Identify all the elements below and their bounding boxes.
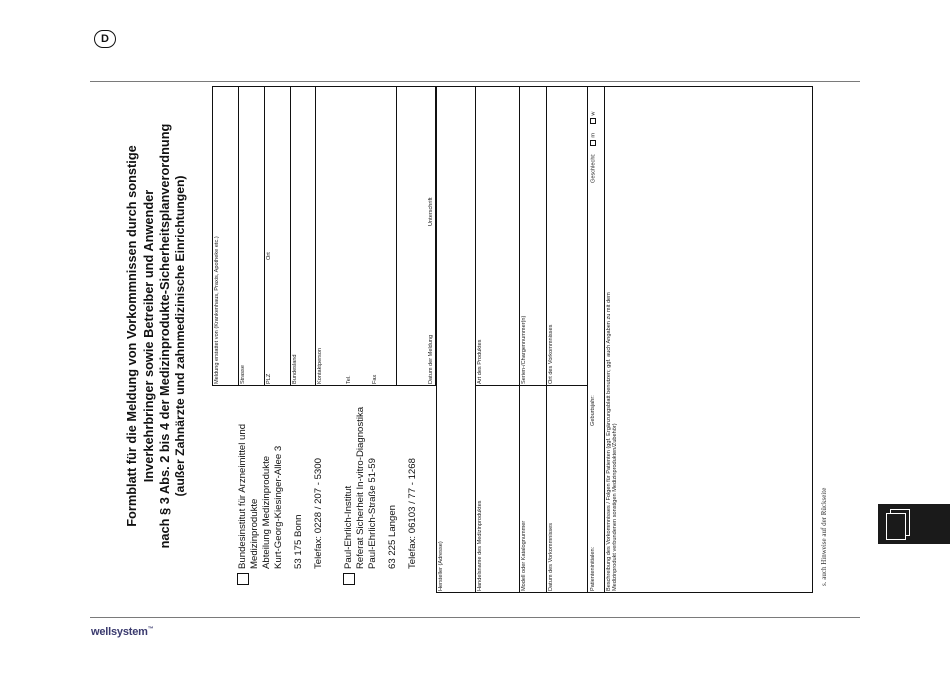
section-tab: [878, 504, 950, 544]
label-phone: Tel.: [346, 375, 352, 384]
checkbox-sex-m[interactable]: [590, 140, 596, 146]
form-title-line-1: Formblatt für die Meldung von Vorkommnissen durch sonstige: [124, 145, 139, 527]
checkbox-sex-w[interactable]: [590, 118, 596, 124]
form-title-line-4: (außer Zahnärzte und zahnmedizinische Einrichtungen): [173, 175, 187, 497]
back-note: s. auch Hinweise auf der Rückseite: [820, 487, 828, 586]
label-report-date: Datum der Meldung: [428, 334, 434, 384]
label-patient-initials: Patienteninitialen:: [590, 546, 596, 591]
label-sex-w: w: [590, 111, 597, 116]
label-street: Strasse: [240, 365, 246, 384]
brand-logo: wellsystem™: [91, 626, 154, 638]
label-reporter: Meldung erstattet von (Krankenhaus, Praxis, Apotheke etc.): [214, 236, 220, 384]
label-town: Ort: [266, 252, 272, 260]
document-icon: [886, 513, 906, 540]
sex-selector: Geschlecht: m w: [590, 111, 597, 183]
label-trade-name: Handelsname des Medizinproduktes: [477, 500, 483, 591]
bottom-rule: [90, 617, 860, 618]
language-badge: D: [94, 30, 116, 48]
label-zip: PLZ: [266, 373, 272, 384]
label-product-type: Art des Produktes: [477, 339, 483, 384]
label-incident-date: Datum des Vorkommnisses: [548, 522, 554, 591]
label-model: Modell oder Katalognummer: [521, 520, 527, 591]
label-description-2: Medizinprodukt verbundenen sonstigen Medizinprodukten/Zubehör): [612, 423, 618, 591]
reporter-box: [212, 86, 436, 386]
label-description-1: Beschreibung des Vorkommnisses / Folgen für Patienten (ggf. Ergänzungsblatt benutzen; ggf. auch Angaben zu mit dem: [606, 292, 612, 591]
rotated-report-form: [120, 76, 830, 596]
form-title-line-3: nach § 3 Abs. 2 bis 4 der Medizinprodukte-Sicherheitsplanverordnung: [157, 123, 172, 549]
form-title-line-2: Inverkehrbringer sowie Betreiber und Anwender: [141, 189, 156, 483]
address-pei: Paul-Ehrlich-Institut Referat Sicherheit In-vitro-Diagnostika Paul-Ehrlich-Straße 51-59 63 225 Langen Telefax: 06103 / 77 - 1268: [343, 406, 418, 569]
label-fax: Fax: [372, 374, 378, 384]
label-serial: Serien-/Chargennummer(n): [521, 315, 527, 384]
product-box: [436, 86, 813, 593]
label-sex-m: m: [590, 133, 597, 138]
label-contact: Kontaktperson: [317, 347, 323, 384]
address-bfarm: Bundesinstitut für Arzneimittel und Medizinprodukte Abteilung Medizinprodukte Kurt-Georg-Kiesinger-Allee 3 53 175 Bonn Telefax: 0228 / 207 - 5300: [237, 423, 324, 569]
label-incident-place: Ort des Vorkommnisses: [548, 324, 554, 384]
checkbox-pei[interactable]: [343, 573, 355, 585]
label-birth-year: Geburtsjahr:: [590, 395, 596, 426]
label-signature: Unterschrift: [428, 197, 434, 226]
label-manufacturer: Hersteller (Adresse): [438, 541, 444, 591]
checkbox-bfarm[interactable]: [237, 573, 249, 585]
label-state: Bundesland: [292, 354, 298, 384]
